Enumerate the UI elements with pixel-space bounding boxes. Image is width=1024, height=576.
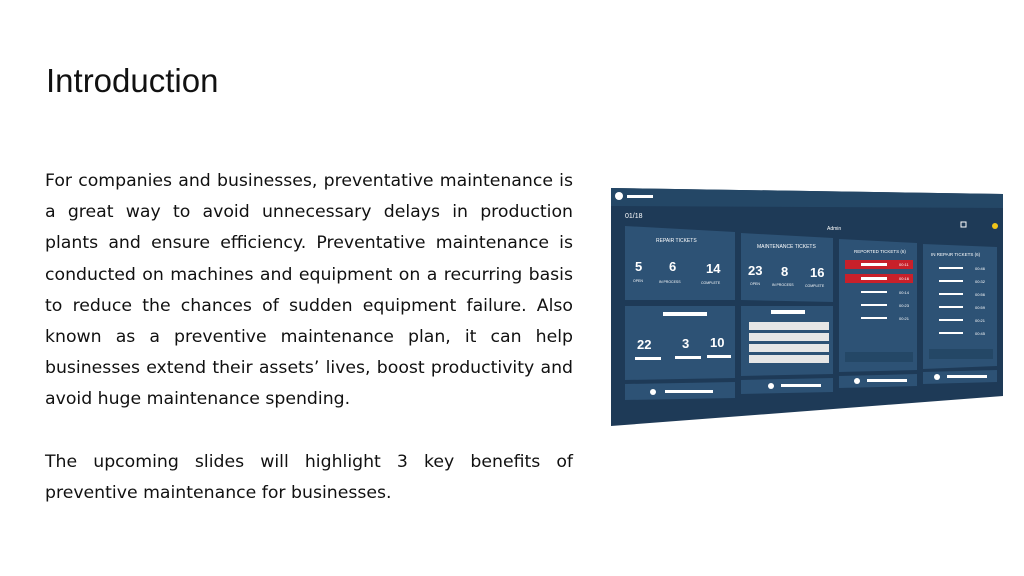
repair-open-value: 5 [635,259,643,274]
dashboard-image [611,186,1003,426]
reported-tickets-title: REPORTED TICKETS (6) [854,249,906,254]
lower-stat-value: 10 [710,335,725,350]
in-repair-time: 00:46 [975,266,986,271]
dashboard-date: 01/18 [625,213,643,220]
maint-open-label: OPEN [750,282,760,286]
reported-time: 00:23 [899,303,910,308]
maint-complete-label: COMPLETE [805,284,825,288]
in-repair-time: 00:45 [975,331,986,336]
upcoming-paragraph: The upcoming slides will highlight 3 key benefits of preventive maintenance for businesses. [45,451,573,503]
maint-open-value: 23 [748,263,763,278]
maint-process-label: IN PROCESS [772,283,794,287]
slide-title: Introduction [46,62,219,99]
reported-time: 00:11 [899,262,909,267]
intro-paragraph: For companies and businesses, preventative maintenance is a great way to avoid unnecessary delays in production plants and ensure efficiency. Preventative maintenance is conducted on machines and equipment on a recurring basis to reduce the chances of sudden equipment failure. Also known as a preventive maintenance plan, it can help businesses extend their assets’ lives, boost productivity and avoid huge maintenance spending. [45,171,573,410]
status-dot-icon [992,223,998,229]
in-repair-time: 00:56 [975,292,986,297]
repair-complete-value: 14 [706,261,721,276]
slide-body [45,166,573,509]
reported-time: 00:14 [899,290,910,295]
repair-process-value: 6 [669,259,677,274]
repair-complete-label: COMPLETE [701,281,721,285]
in-repair-time: 00:32 [975,279,986,284]
maint-process-value: 8 [781,264,789,279]
maintenance-tickets-title: MAINTENANCE TICKETS [757,244,816,250]
reported-time: 00:16 [899,276,910,281]
in-repair-time: 00:59 [975,305,986,310]
repair-tickets-title: REPAIR TICKETS [656,238,697,244]
lower-stat-value: 22 [637,337,652,352]
dashboard-header: Admin [827,226,842,232]
dashboard-illustration [611,186,1003,426]
in-repair-time: 00:21 [975,318,986,323]
repair-process-label: IN PROCESS [659,280,681,284]
lower-stat-value: 3 [682,336,690,351]
logo-icon [615,192,623,200]
repair-open-label: OPEN [633,279,643,283]
in-repair-tickets-title: IN REPAIR TICKETS (6) [931,252,981,257]
maint-complete-value: 16 [810,265,825,280]
reported-time: 00:21 [899,316,910,321]
